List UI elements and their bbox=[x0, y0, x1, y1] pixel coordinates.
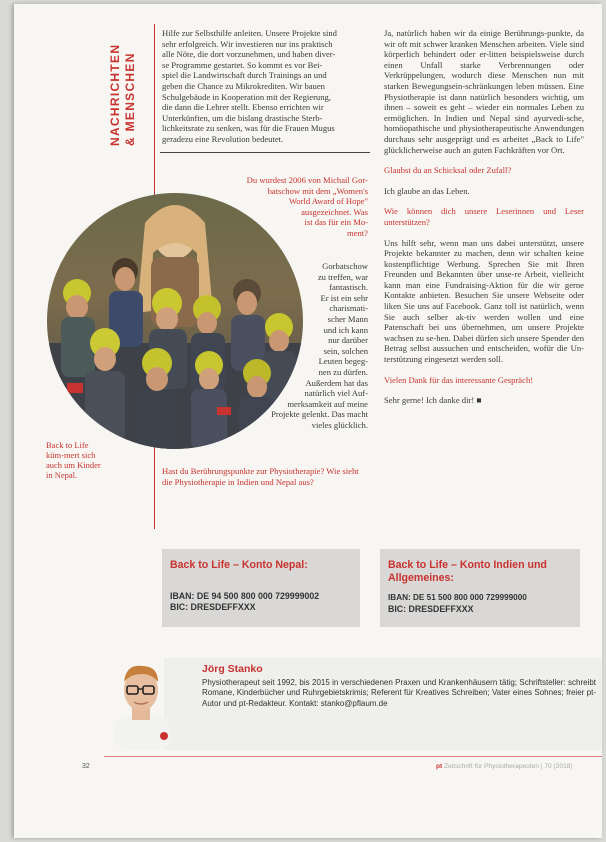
page-number: 32 bbox=[82, 763, 90, 770]
answer-physio: Ja, natürlich haben wir da einige Berührungs-punkte, da wir oft mit schwer kranken Menschen arbeiten. Viele sind körperlich behindert oder er-litten beispielsweise durch einen Unfall starke Verbrennungen oder Verkrüppelungen, wodurch diese Menschen nun mit starken Bewegungsein-schränkungen leben müssen. Eine Physiotherapie ist dann natürlich besonders wichtig, um ihnen – soweit es geht – wieder ein normales Leben zu ermöglichen. In Indien und Nepal sind ayurvedi-sche, homöopathische und physiotherapeutische Anwendungen durchaus sehr ausgeprägt und es arbeitet „Back to Life" glücklicherweise auch an guten Fachkräften vor Ort. bbox=[384, 28, 584, 155]
answer-line: Projekte gelenkt. Das macht bbox=[271, 409, 368, 420]
text-line: alle Nöte, die dort vorzunehmen, und haben diver- bbox=[162, 49, 336, 60]
text-line: spiel die Landwirtschaft durch Trainings an und bbox=[162, 70, 327, 81]
text-line: se Programme gestartet. So kommt es vor Bei- bbox=[162, 59, 323, 70]
account-iban: IBAN: DE 94 500 800 000 729999002 bbox=[170, 591, 320, 601]
answer-line: sein, solchen bbox=[323, 345, 368, 356]
author-box bbox=[164, 658, 602, 750]
footer-rule bbox=[104, 756, 602, 757]
publication-footer bbox=[436, 763, 573, 770]
question-line: World Award of Hope" bbox=[288, 196, 368, 207]
section-title bbox=[108, 28, 148, 158]
answer-fate: Ich glaube an das Leben. bbox=[384, 185, 470, 196]
section-title-line2: & MENSCHEN bbox=[123, 52, 137, 146]
answer-line: zu treffen, war bbox=[317, 271, 368, 282]
answer-line: nen zu dürfen. bbox=[318, 366, 368, 377]
answer-line: charismati- bbox=[329, 303, 368, 314]
question-fate: Glaubst du an Schicksal oder Zufall? bbox=[384, 165, 512, 176]
answer-line: vieles glücklich. bbox=[311, 419, 368, 430]
text-line: geradezu eine Revolution bedeutet. bbox=[162, 133, 284, 144]
answer-line: Er ist ein sehr bbox=[320, 292, 368, 303]
answer-line: Leuten begeg- bbox=[318, 356, 368, 367]
account-title: Back to Life – Konto Nepal: bbox=[170, 559, 308, 571]
publication-text: Zeitschrift für Physiotherapeuten | 70 (2018) bbox=[444, 763, 573, 770]
answer-line: scher Mann bbox=[327, 313, 368, 324]
question-physio: Hast du Berührungspunkte zur Physiotherapie? Wie sieht die Physiotherapie in Indien und Nepal aus? bbox=[162, 466, 359, 487]
account-box-nepal bbox=[162, 549, 360, 627]
answer-line: Außerdem hat das bbox=[305, 377, 368, 388]
publication-mark: pt bbox=[436, 763, 443, 770]
closing-question: Vielen Dank für das interessante Gespräch! bbox=[384, 374, 534, 385]
answer-line: natürlich viel Auf- bbox=[304, 388, 368, 399]
answer-line: und ich kann bbox=[323, 324, 368, 335]
question-line: ist das für ein Mo- bbox=[304, 217, 368, 228]
question-line: batschow mit dem „Women's bbox=[267, 185, 368, 196]
answer-line: Gorbatschow bbox=[322, 261, 368, 271]
answer-support: Uns hilft sehr, wenn man uns dabei unterstützt, unsere Projekte bekannter zu machen, denn wir schalten keine kostenpflichtige Werbung. Sprechen Sie mit Ihren Freunden und Bekannten über unse-re Arbeit, vielleicht kann man eine Fundraising-Aktion für die wir gerne Kontakte anbieten. Besuchen Sie unsere Webseite oder liken Sie uns auf Facebook. Ganz toll ist natürlich, wenn Sie auch selber ak-tiv werden wollen und eine Patenschaft bei uns übernehmen, um unsere Projekte wachsen zu se-hen. Dabei dürfen sich unsere Spender den Betrag selbst aussuchen und entscheiden, wofür die Un-terstützung eingesetzt werden soll. bbox=[384, 237, 584, 365]
question-line: Du wurdest 2006 von Michail Gor- bbox=[246, 175, 368, 185]
question-line: ment? bbox=[347, 227, 368, 238]
text-line: lichkeitsrate zu senken, was für die Frauen Mugus bbox=[162, 123, 335, 134]
author-portrait bbox=[106, 658, 174, 750]
text-line: sehr erfolgreich. Wir investieren nur ins praktisch bbox=[162, 38, 333, 49]
answer-line: nur darüber bbox=[328, 335, 368, 346]
account-iban: IBAN: DE 51 500 800 000 729999000 bbox=[388, 593, 527, 602]
account-bic: BIC: DRESDEFFXXX bbox=[170, 602, 256, 612]
account-bic: BIC: DRESDEFFXXX bbox=[388, 604, 474, 614]
photo-caption: Back to Life küm-mert sich auch um Kinder in Nepal. bbox=[46, 440, 101, 480]
text-line: geben die Chance zu Mikrokrediten. Wir bauen bbox=[162, 80, 325, 91]
author-name: Jörg Stanko bbox=[202, 663, 263, 675]
intro-paragraph bbox=[162, 28, 372, 145]
question-support: Wie können dich unsere Leserinnen und Leser unterstützen? bbox=[384, 206, 584, 227]
text-line: Schulgebäude in Kooperation mit der Regierung, bbox=[162, 91, 331, 102]
paragraph-rule bbox=[160, 152, 370, 153]
author-bio: Physiotherapeut seit 1992, bis 2015 in verschiedenen Praxen und Krankenhäusern tätig; Schriftsteller: schreibt Romane, Kinderbücher und Ruhrgebietskrimis; Referent für Kreatives Schreiben; Vater eines Sohnes; freier pt-Autor und pt-Redakteur. Kontakt: stanko@pflaum.de bbox=[202, 678, 596, 708]
section-title-line1: NACHRICHTEN bbox=[108, 43, 122, 146]
answer-line: merksamkeit auf meine bbox=[287, 398, 368, 409]
closing-answer: Sehr gerne! Ich danke dir! ■ bbox=[384, 395, 482, 406]
children-photo bbox=[47, 193, 303, 449]
text-line: Hilfe zur Selbsthilfe anleiten. Unsere Projekte sind bbox=[162, 28, 337, 38]
text-line: Unterkünften, um die bislang drastische Sterb- bbox=[162, 112, 323, 123]
question-line: ausgezeichnet. Was bbox=[301, 206, 368, 217]
account-title: Back to Life – Konto Indien und Allgemeines: bbox=[388, 559, 547, 584]
right-column bbox=[384, 28, 584, 406]
answer-line: fantastisch. bbox=[329, 282, 368, 293]
text-line: die dann die Lehrer stellt. Ebenso errichten wir bbox=[162, 102, 324, 113]
account-box-india bbox=[380, 549, 580, 627]
